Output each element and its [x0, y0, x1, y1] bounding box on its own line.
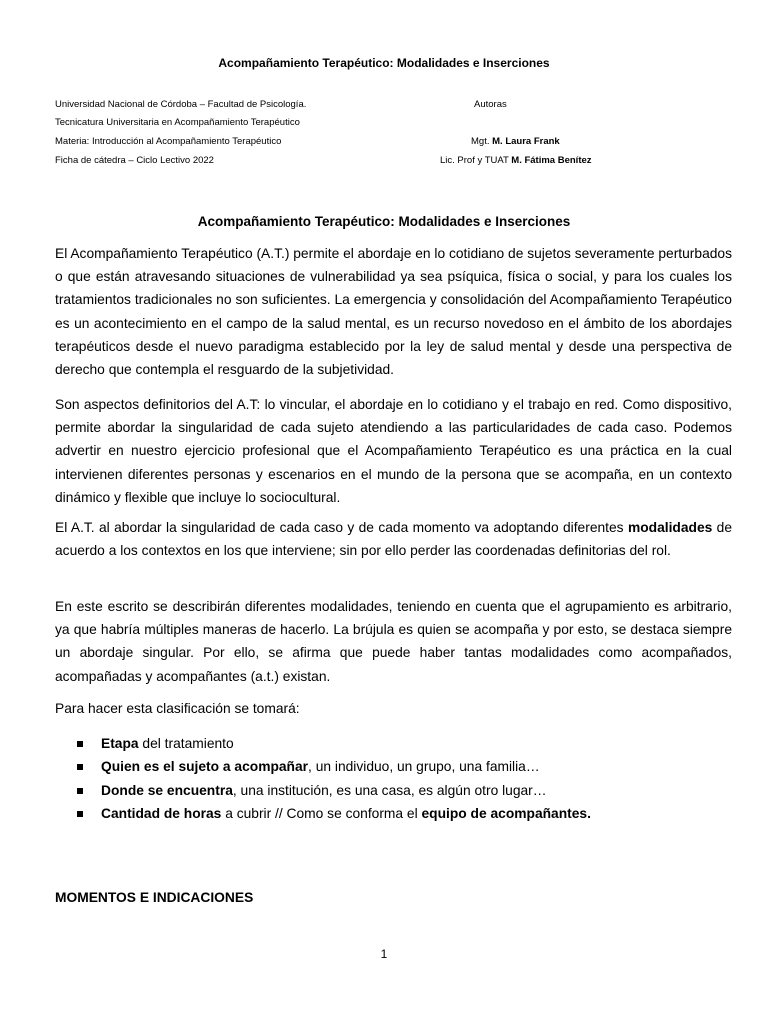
authors-label: Autoras — [474, 99, 507, 110]
paragraph-5: Para hacer esta clasificación se tomará: — [55, 701, 300, 716]
meta-sheet: Ficha de cátedra – Ciclo Lectivo 2022 — [55, 155, 214, 166]
paragraph-3 — [55, 516, 732, 562]
paragraph-2: Son aspectos definitorios del A.T: lo vincular, el abordaje en lo cotidiano y el trabajo en red. Como dispositivo, permite abordar la singularidad de cada sujeto atendiendo a las particularidades de cada caso. Podemos advertir en nuestro ejercicio profesional que el Acompañamiento Terapéutico es una práctica en la cual intervienen diferentes personas y escenarios en el mundo de la persona que se acompaña, en un contexto dinámico y flexible que incluye lo sociocultural. — [55, 397, 732, 505]
list-item-bold: Donde se encuentra — [101, 782, 233, 798]
list-item — [55, 732, 732, 755]
meta-program: Tecnicatura Universitaria en Acompañamiento Terapéutico — [55, 117, 300, 128]
list-item-text — [101, 779, 547, 802]
document-title: Acompañamiento Terapéutico: Modalidades e Inserciones — [197, 214, 571, 229]
square-bullet-icon — [77, 788, 83, 794]
criteria-list — [55, 732, 732, 825]
page-number: 1 — [380, 947, 388, 961]
section-heading: MOMENTOS E INDICACIONES — [55, 890, 254, 905]
list-item — [55, 779, 732, 802]
meta-university: Universidad Nacional de Córdoba – Facultad de Psicología. — [55, 99, 307, 110]
list-item-bold: Quien es el sujeto a acompañar — [101, 759, 309, 775]
paragraph-3-text-b: de acuerdo a los contextos en los que interviene; sin por ello perder las coordenadas definitorias del rol. — [55, 520, 733, 559]
author-1-name: M. Laura Frank — [492, 136, 560, 147]
author-2-prefix: Lic. Prof y TUAT — [440, 155, 509, 166]
header-title: Acompañamiento Terapéutico: Modalidades e Inserciones — [218, 56, 550, 70]
list-item-text — [101, 802, 591, 825]
square-bullet-icon — [77, 741, 83, 747]
list-item-bold: Etapa — [101, 736, 139, 751]
paragraph-3-emphasis: modalidades — [627, 520, 713, 535]
author-1-prefix: Mgt. — [471, 136, 490, 147]
author-2 — [440, 154, 592, 168]
square-bullet-icon — [77, 811, 83, 817]
meta-subject: Materia: Introducción al Acompañamiento Terapéutico — [55, 136, 282, 147]
author-1 — [471, 135, 560, 149]
paragraph-1: El Acompañamiento Terapéutico (A.T.) permite el abordaje en lo cotidiano de sujetos severamente perturbados o que están atravesando situaciones de vulnerabilidad ya sea psíquica, física o social, y para los cuales los tratamientos tradicionales no son suficientes. La emergencia y consolidación del Acompañamiento Terapéutico es un acontecimiento en el campo de la salud mental, es un recurso novedoso en el ámbito de los abordajes terapéuticos desde el nuevo paradigma establecido por la ley de salud mental y desde una perspectiva de derecho que contempla el resguardo de la subjetividad. — [55, 246, 732, 378]
list-item-text — [101, 732, 234, 755]
list-item-bold-2: equipo de acompañantes. — [421, 805, 591, 821]
list-item-bold: Cantidad de horas — [101, 805, 222, 821]
list-item-rest: , un individuo, un grupo, una familia… — [308, 759, 540, 775]
list-item — [55, 802, 732, 825]
paragraph-4: En este escrito se describirán diferentes modalidades, teniendo en cuenta que el agrupamiento es arbitrario, ya que habría múltiples maneras de hacerlo. La brújula es quien se acompaña y por esto, se destaca siempre un abordaje singular. Por ello, se afirma que puede haber tantas modalidades como acompañados, acompañadas y acompañantes (a.t.) existan. — [55, 599, 732, 684]
author-2-name: M. Fátima Benítez — [511, 155, 592, 166]
list-item-rest: a cubrir // Como se conforma el — [221, 805, 422, 821]
list-item-text — [101, 755, 540, 778]
square-bullet-icon — [77, 764, 83, 770]
list-item-rest: del tratamiento — [138, 736, 234, 751]
paragraph-3-text-a: El A.T. al abordar la singularidad de cada caso y de cada momento va adoptando diferentes — [55, 520, 628, 535]
list-item-rest: , una institución, es una casa, es algún otro lugar… — [232, 782, 547, 798]
list-item — [55, 755, 732, 778]
